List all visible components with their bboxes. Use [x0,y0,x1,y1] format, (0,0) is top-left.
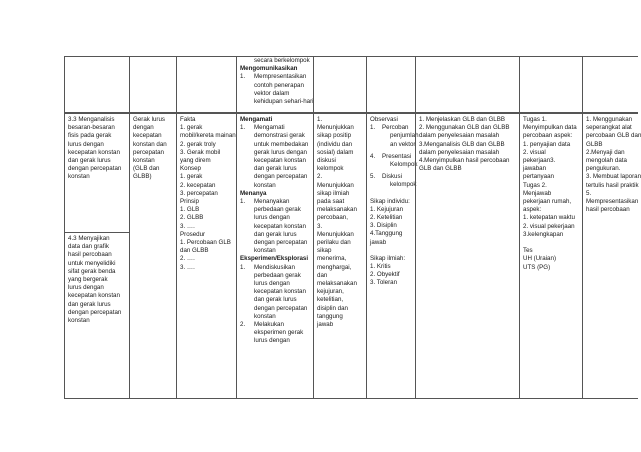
kegiatan-line: lurus dengan [254,337,290,345]
materi-line: GLBB) [133,173,152,181]
karakter-line: menerima, [317,255,347,263]
list-item [240,264,311,321]
kegiatan-line: vektor dalam [254,89,290,97]
cell-indikator [415,56,519,113]
keterampilan-line: seperangkat alat [586,124,632,132]
kd-line: 4.3 Menyajikan [68,235,110,242]
penilaian-title: Observasi [370,116,398,123]
tugas-line: pekerjaan3. [523,157,556,165]
fakta-line: 2. gerak troly [180,140,216,148]
cell-materi [129,56,176,113]
keterampilan-line: tertulis hasil praktik [586,181,639,189]
kd-line: kecepatan konstan [68,292,120,300]
kd-line: dengan percepatan [68,165,122,173]
indikator-line: 1. Menjelaskan GLB dan GLBB [419,116,505,123]
karakter-line: dan [317,271,328,279]
karakter-line: kejujuran, [317,288,344,296]
cell-karakter [313,56,366,113]
penilaian-line: penjumlah [390,132,419,140]
cell-kd [64,56,129,113]
kegiatan-line: konstan [254,312,276,320]
kd-line: dan gerak lurus [68,157,111,165]
materi-line: dengan [133,124,154,132]
list-item [240,73,311,81]
keterampilan-line: 3. Membuat laporan [586,173,641,181]
tugas-line: UTS (PG) [523,263,551,271]
table-row-main [64,113,641,399]
kd-4-3 [65,233,130,325]
cell-tugas [519,56,582,113]
cell-materi [129,113,176,399]
cell-fakta [176,56,236,113]
karakter-line: tanggung [317,312,343,320]
tugas-line: 3.kelengkapan [523,230,564,238]
kegiatan-line: dan gerak lurus [254,165,297,173]
sikap-ilmiah-line: 3. Toleran [370,279,398,287]
tugas-line: jawaban [523,165,547,173]
tugas-line: 1. ketepatan waktu [523,214,575,222]
list-number: 5. [370,173,376,181]
kegiatan-line: kecepatan konstan [254,157,306,165]
tugas-line: Tugas 1. [523,116,547,123]
materi-line: Gerak lurus [133,116,165,123]
indikator-line: dalam penyelesaian masalah [419,132,500,140]
penilaian-line: Diskusi [382,173,402,181]
fakta-text [177,114,236,272]
fakta-line: 1. gerak [180,124,203,132]
kd-line: sifat gerak benda [68,267,116,275]
list-number: 1. [240,73,246,81]
kegiatan-line: gerak lurus dengan [254,148,307,156]
sikap-individu-line: 2. Ketelitian [370,214,403,222]
indikator-line: 2. Menggunakan GLB dan GLBB [419,124,510,132]
tugas-line: UH (Uraian) [523,255,557,263]
kd-line: fisis pada gerak [68,132,112,140]
fakta-line: dan GLBB [180,247,209,255]
indikator-line: GLB dan GLBB [419,165,462,173]
list-number: 2. [240,321,246,329]
kegiatan-heading-mengomunikasikan: Mengomunikasikan [240,65,298,73]
fakta-line: Prosedur [180,230,206,238]
tugas-line: 2. visual [523,148,546,156]
penilaian-item [370,124,419,149]
fakta-line: yang direm [180,157,211,165]
penilaian-item [370,152,418,169]
table-row-top [64,56,638,113]
fakta-line: 2. …. [180,255,195,263]
penilaian-line: Percoban [382,124,409,132]
sikap-individu-line: jawab [370,238,387,246]
fakta-line: 2. GLBB [180,214,204,222]
tugas-line: percobaan aspek: [523,132,573,140]
tugas-line: Menyimpulkan data [523,124,577,132]
sikap-individu-line: 4.Tanggung [370,230,403,238]
kd-line: besaran-besaran [68,124,115,132]
karakter-line: disiplin dan [317,304,348,312]
karakter-line: melaksanakan [317,280,357,288]
karakter-line: sosial) dalam [317,148,354,156]
fakta-line: mobil/kereta mainan [180,132,236,140]
fakta-line: 2. kecepatan [180,181,216,189]
materi-line: konstan dan [133,140,167,148]
kd-line: 3.3 Menganalisis [68,116,115,123]
penilaian-line: kelompok [390,181,417,189]
fakta-line: 1. gerak [180,173,203,181]
indikator-line: 4.Menyimpulkan hasil percobaan [419,157,510,165]
kegiatan-line: perbedaan gerak [254,206,301,214]
materi-line: kecepatan [133,132,162,140]
kegiatan-line: untuk membedakan [254,140,309,148]
kegiatan-line: dengan percepatan [254,304,308,312]
list-text: Mempresentasikan [254,73,307,81]
tugas-line: 1. penyajian data [523,140,571,148]
karakter-line: pada saat [317,198,345,206]
kd-line: dengan percepatan [68,308,122,316]
materi-text [130,114,176,182]
karakter-line: sikap [317,247,332,255]
cell-keterampilan [582,56,638,113]
kd-line: dan gerak lurus [68,300,111,308]
sikap-ilmiah-line: 2. Obyektif [370,271,400,279]
cell-penilaian [366,113,419,399]
tugas-line: 2. visual pekerjaan [523,222,575,230]
kegiatan-line: Mendiskusikan [254,263,295,271]
kd-3-3 [65,114,129,182]
kegiatan-heading-mengamati: Mengamati [240,116,273,123]
indikator-text [416,114,519,173]
fakta-line: Prinsip [180,198,199,206]
kegiatan-line: dengan percepatan [254,239,308,247]
fakta-line: 1. Percobaan GLB [180,239,231,247]
kegiatan-line: kecepatan konstan [254,222,306,230]
keterampilan-line: pengukuran. [586,165,621,173]
materi-line: (GLB dan [133,165,160,173]
kegiatan-line: dan gerak lurus [254,296,297,304]
cell-kegiatan [236,56,313,113]
kegiatan-line: perbedaan gerak [254,271,301,279]
cell-tugas [519,113,582,399]
tugas-line: pekerjaan rumah, [523,198,572,206]
karakter-line: sikap ilmiah [317,189,350,197]
sikap-individu-line: 3. Disiplin [370,222,397,230]
karakter-line: 3. [317,222,323,230]
karakter-line: Menunjukkan [317,181,354,189]
kegiatan-line: konstan [254,181,276,189]
cell-fakta [176,113,236,399]
kegiatan-heading-eksperimen: Eksperimen/Eksplorasi [240,255,309,263]
tugas-line: aspek: [523,206,542,214]
kegiatan-line: Mengamati [254,124,285,132]
kd-sub-cell [65,232,130,400]
list-item [240,198,311,255]
fakta-line: Fakta [180,116,196,123]
cell-indikator [415,113,519,399]
tugas-line [523,239,580,247]
kegiatan-line: dan gerak lurus [254,230,297,238]
keterampilan-line: percobaan GLB dan [586,132,641,140]
sikap-individu-line: 1. Kejujuran [370,205,404,213]
tugas-line: Menjawab [523,189,552,197]
tugas-line: Tes [523,247,533,255]
list-number: 1. [240,263,246,271]
kegiatan-line: lurus dengan [254,214,290,222]
kd-line: kecepatan konstan [68,148,120,156]
keterampilan-line: hasil percobaan [586,206,630,214]
cell-penilaian [366,56,415,113]
kd-line: konstan [68,173,90,181]
cell-kegiatan [236,113,313,399]
keterampilan-line: mengolah data [586,157,627,165]
fakta-line: 1. GLB [180,206,200,214]
keterampilan-line: 5. [586,189,592,197]
kegiatan-line: dengan percepatan [254,173,308,181]
penilaian-line: an vektor [390,140,416,148]
materi-line: konstan [133,157,155,165]
tugas-line: Tugas 2. [523,181,547,189]
kegiatan-line: eksperimen gerak [254,329,304,337]
kd-line: data dan grafik [68,243,109,251]
penilaian-line: Kelompok [390,161,418,169]
cell-karakter [313,113,366,399]
kd-line: lurus dengan [68,140,104,148]
kegiatan-line: contoh penerapan [254,81,304,89]
keterampilan-line: GLBB [586,140,603,148]
fakta-line: Konsep [180,165,201,173]
keterampilan-line: Mempresentasikan [586,198,639,206]
karakter-line: percobaan, [317,214,348,222]
sikap-ilmiah-line: Sikap ilmiah: [370,254,406,262]
keterampilan-text [583,114,641,214]
kegiatan-line: kehidupan sehari-hari [254,98,314,106]
cell-kd [64,113,129,399]
fakta-line: 3. …. [180,263,195,271]
karakter-line: Menunjukkan [317,124,354,132]
karakter-text [314,114,366,329]
list-number: 1. [240,124,246,132]
karakter-line: kelompok [317,165,344,173]
list-number: 1. [240,198,246,206]
keterampilan-line: 2.Menyaji dan [586,148,625,156]
indikator-line: 3.Menganalisis GLB dan GLBB [419,140,505,148]
fakta-line: 3. percepatan [180,189,218,197]
kegiatan-line: Melakukan [254,321,284,329]
sikap-individu-line: Sikap individu: [370,197,410,205]
list-number: 1. [370,124,376,132]
kegiatan-line: Menanyakan [254,198,290,206]
karakter-line: perilaku dan [317,239,351,247]
fakta-line: 3. …. [180,222,195,230]
kd-line: hasil percobaan [68,251,112,259]
karakter-line: (individu dan [317,140,353,148]
materi-line: percepatan [133,148,164,156]
karakter-line: diskusi [317,157,336,165]
kd-line: yang bergerak [68,276,108,284]
karakter-line: 1. [317,116,323,123]
karakter-line: ketelitian, [317,296,344,304]
kegiatan-heading-menanya: Menanya [240,189,267,197]
karakter-line: 2. [317,173,323,181]
kegiatan-line: lurus dengan [254,280,290,288]
kegiatan-line: secara berkelompok [254,57,310,64]
list-item [240,124,311,190]
keterampilan-line: 1. Menggunakan [586,116,633,123]
tugas-line: pertanyaan [523,173,554,181]
karakter-line: Menunjukkan [317,230,354,238]
karakter-line: melaksanakan [317,206,357,214]
kd-line: konstan [68,317,90,325]
indikator-line: dalam penyelesaian masalah [419,148,500,156]
cell-keterampilan [582,113,641,399]
kegiatan-line: demonstrasi gerak [254,132,305,140]
penilaian-item [370,173,417,189]
karakter-line: menghargai, [317,263,352,271]
sikap-ilmiah-line: 1. Kritis [370,263,391,271]
list-number: 4. [370,152,376,160]
penilaian-line: Presentasi [382,152,412,160]
kegiatan-line: kecepatan konstan [254,288,306,296]
karakter-line: jawab [317,321,334,329]
tugas-text [520,114,582,272]
fakta-line: 3. Gerak mobil [180,148,221,156]
kegiatan-line: konstan [254,247,276,255]
list-item [240,321,311,346]
karakter-line: sikap positip [317,132,352,140]
kd-line: lurus dengan [68,284,104,292]
kd-line: untuk menyelidiki [68,259,116,267]
